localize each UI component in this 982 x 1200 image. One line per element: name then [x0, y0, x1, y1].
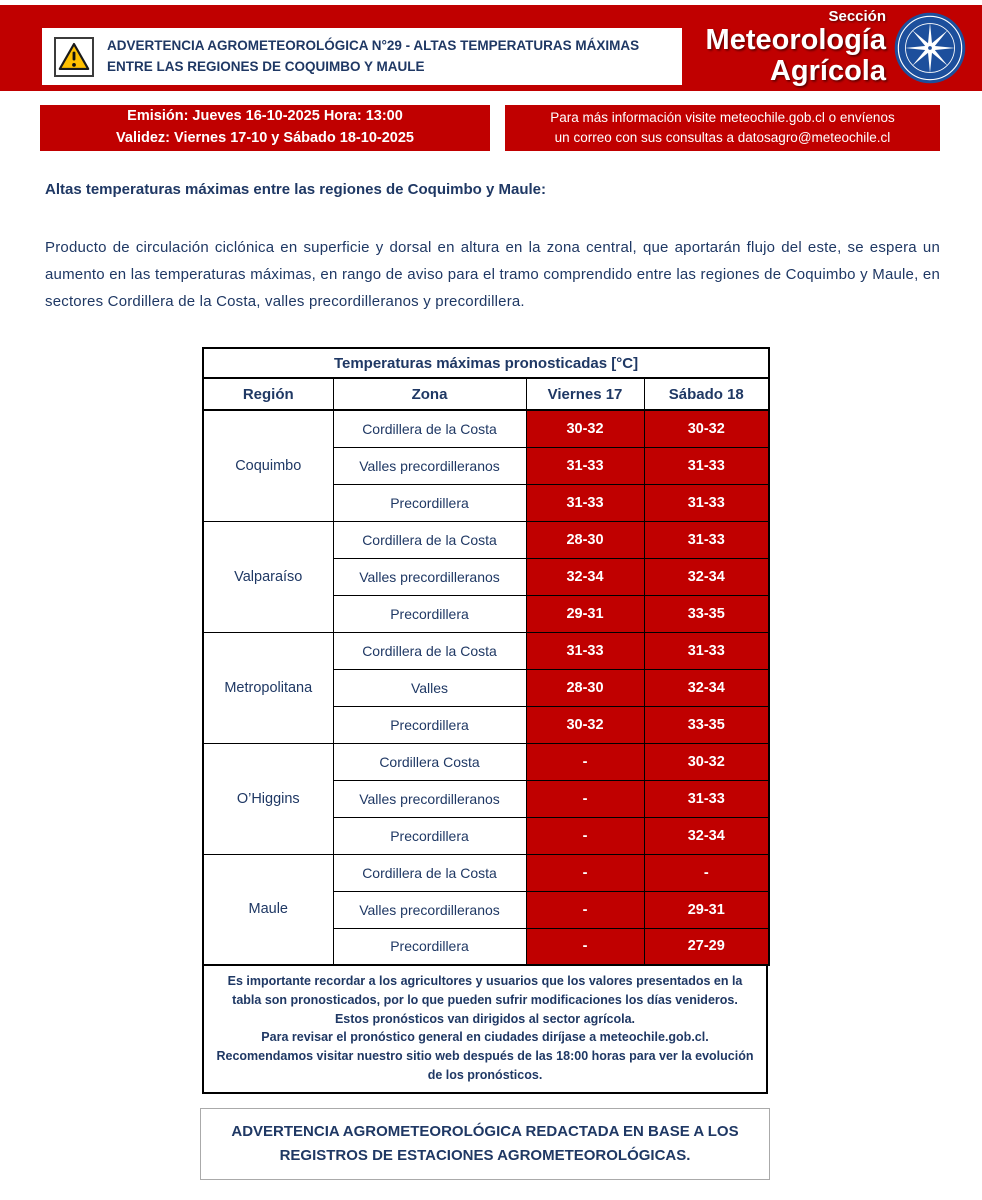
temp-viernes-cell: 28-30 — [526, 669, 644, 706]
temp-sabado-cell: 31-33 — [644, 447, 769, 484]
contact-line1: Para más información visite meteochile.gob.cl o envíenos — [550, 109, 895, 125]
temp-viernes-cell: - — [526, 854, 644, 891]
temp-sabado-cell: 33-35 — [644, 595, 769, 632]
forecast-row — [203, 521, 769, 558]
logo-agricola-label: Agrícola — [769, 55, 886, 88]
zona-cell: Cordillera de la Costa — [333, 854, 526, 891]
temp-viernes-cell: - — [526, 928, 644, 965]
temp-sabado-cell: 31-33 — [644, 521, 769, 558]
info-bar — [40, 105, 940, 151]
temp-sabado-cell: 33-35 — [644, 706, 769, 743]
advisory-title — [107, 36, 639, 78]
temp-viernes-cell: 32-34 — [526, 558, 644, 595]
zona-cell: Cordillera de la Costa — [333, 521, 526, 558]
logo-text-block — [706, 8, 886, 88]
header-banner — [0, 5, 982, 91]
emission-box — [40, 105, 490, 151]
zona-cell: Valles precordilleranos — [333, 558, 526, 595]
emission-line: Emisión: Jueves 16-10-2025 Hora: 13:00 — [127, 108, 403, 125]
col-header-zona: Zona — [333, 378, 526, 410]
temp-viernes-cell: 31-33 — [526, 447, 644, 484]
dmc-emblem-icon — [894, 12, 966, 84]
temp-sabado-cell: 29-31 — [644, 891, 769, 928]
temp-viernes-cell: - — [526, 817, 644, 854]
forecast-table-body — [203, 410, 769, 965]
col-header-region: Región — [203, 378, 333, 410]
zona-cell: Valles precordilleranos — [333, 891, 526, 928]
zona-cell: Precordillera — [333, 928, 526, 965]
warning-icon — [54, 37, 94, 77]
zona-cell: Cordillera Costa — [333, 743, 526, 780]
temp-viernes-cell: - — [526, 891, 644, 928]
col-header-sabado: Sábado 18 — [644, 378, 769, 410]
contact-box — [505, 105, 940, 151]
zona-cell: Valles precordilleranos — [333, 447, 526, 484]
zona-cell: Precordillera — [333, 484, 526, 521]
zona-cell: Valles — [333, 669, 526, 706]
logo-meteorologia-label: Meteorología — [705, 24, 886, 56]
region-cell: Valparaíso — [203, 521, 333, 632]
temp-sabado-cell: 32-34 — [644, 558, 769, 595]
advisory-title-box — [42, 28, 682, 85]
zona-cell: Precordillera — [333, 817, 526, 854]
body-paragraph: Producto de circulación ciclónica en superficie y dorsal en altura en la zona central, que aportarán flujo del este, se espera un aumento en las temperaturas máximas, en rango de aviso para el tramo comprendido entre las regiones de Coquimbo y Maule, en sectores Cordillera de la Costa, valles precordilleranos y precordillera. — [45, 239, 940, 310]
temp-sabado-cell: - — [644, 854, 769, 891]
temp-sabado-cell: 31-33 — [644, 632, 769, 669]
zona-cell: Precordillera — [333, 595, 526, 632]
temp-viernes-cell: 28-30 — [526, 521, 644, 558]
temp-sabado-cell: 32-34 — [644, 669, 769, 706]
region-cell: Maule — [203, 854, 333, 965]
advisory-title-line2: ENTRE LAS REGIONES DE COQUIMBO Y MAULE — [107, 58, 425, 74]
region-cell: Coquimbo — [203, 410, 333, 521]
forecast-row — [203, 854, 769, 891]
forecast-row — [203, 410, 769, 447]
col-header-viernes: Viernes 17 — [526, 378, 644, 410]
temp-viernes-cell: 31-33 — [526, 484, 644, 521]
temp-viernes-cell: 31-33 — [526, 632, 644, 669]
footer-line2: REGISTROS DE ESTACIONES AGROMETEOROLÓGICAS. — [279, 1146, 691, 1164]
zona-cell: Valles precordilleranos — [333, 780, 526, 817]
table-header-row — [203, 378, 769, 410]
temp-sabado-cell: 32-34 — [644, 817, 769, 854]
temp-viernes-cell: 29-31 — [526, 595, 644, 632]
note-paragraph-1: Es importante recordar a los agricultores y usuarios que los valores presentados en la tabla son pronosticados, por lo que pueden sufrir modificaciones los días venideros. Estos pronósticos van dirigidos al sector agrícola. — [227, 974, 743, 1026]
temp-sabado-cell: 31-33 — [644, 780, 769, 817]
temp-viernes-cell: 30-32 — [526, 706, 644, 743]
logo-seccion-label: Sección — [828, 8, 886, 25]
region-cell: Metropolitana — [203, 632, 333, 743]
contact-text — [550, 108, 894, 149]
zona-cell: Cordillera de la Costa — [333, 410, 526, 447]
footer-box — [200, 1108, 770, 1180]
note-box — [202, 966, 768, 1094]
temp-viernes-cell: 30-32 — [526, 410, 644, 447]
zona-cell: Precordillera — [333, 706, 526, 743]
zona-cell: Cordillera de la Costa — [333, 632, 526, 669]
temp-sabado-cell: 30-32 — [644, 743, 769, 780]
forecast-table — [202, 347, 770, 966]
section-heading: Altas temperaturas máximas entre las regiones de Coquimbo y Maule: — [45, 181, 546, 198]
temp-viernes-cell: - — [526, 780, 644, 817]
temp-viernes-cell: - — [526, 743, 644, 780]
note-paragraph-2: Para revisar el pronóstico general en ciudades diríjase a meteochile.gob.cl. Recomendamos visitar nuestro sitio web después de las 18:00 horas para ver la evolución de los pronósticos. — [216, 1030, 754, 1082]
temp-sabado-cell: 30-32 — [644, 410, 769, 447]
advisory-title-line1: ADVERTENCIA AGROMETEOROLÓGICA N°29 - ALTAS TEMPERATURAS MÁXIMAS — [107, 37, 640, 53]
table-title: Temperaturas máximas pronosticadas [°C] — [203, 348, 769, 378]
temp-sabado-cell: 27-29 — [644, 928, 769, 965]
forecast-row — [203, 743, 769, 780]
contact-line2: un correo con sus consultas a datosagro@meteochile.cl — [554, 130, 891, 145]
region-cell: O’Higgins — [203, 743, 333, 854]
table-title-row — [203, 348, 769, 378]
validity-line: Validez: Viernes 17-10 y Sábado 18-10-2025 — [116, 130, 414, 146]
forecast-row — [203, 632, 769, 669]
footer-line1: ADVERTENCIA AGROMETEOROLÓGICA REDACTADA EN BASE A LOS — [231, 1122, 739, 1140]
temp-sabado-cell: 31-33 — [644, 484, 769, 521]
